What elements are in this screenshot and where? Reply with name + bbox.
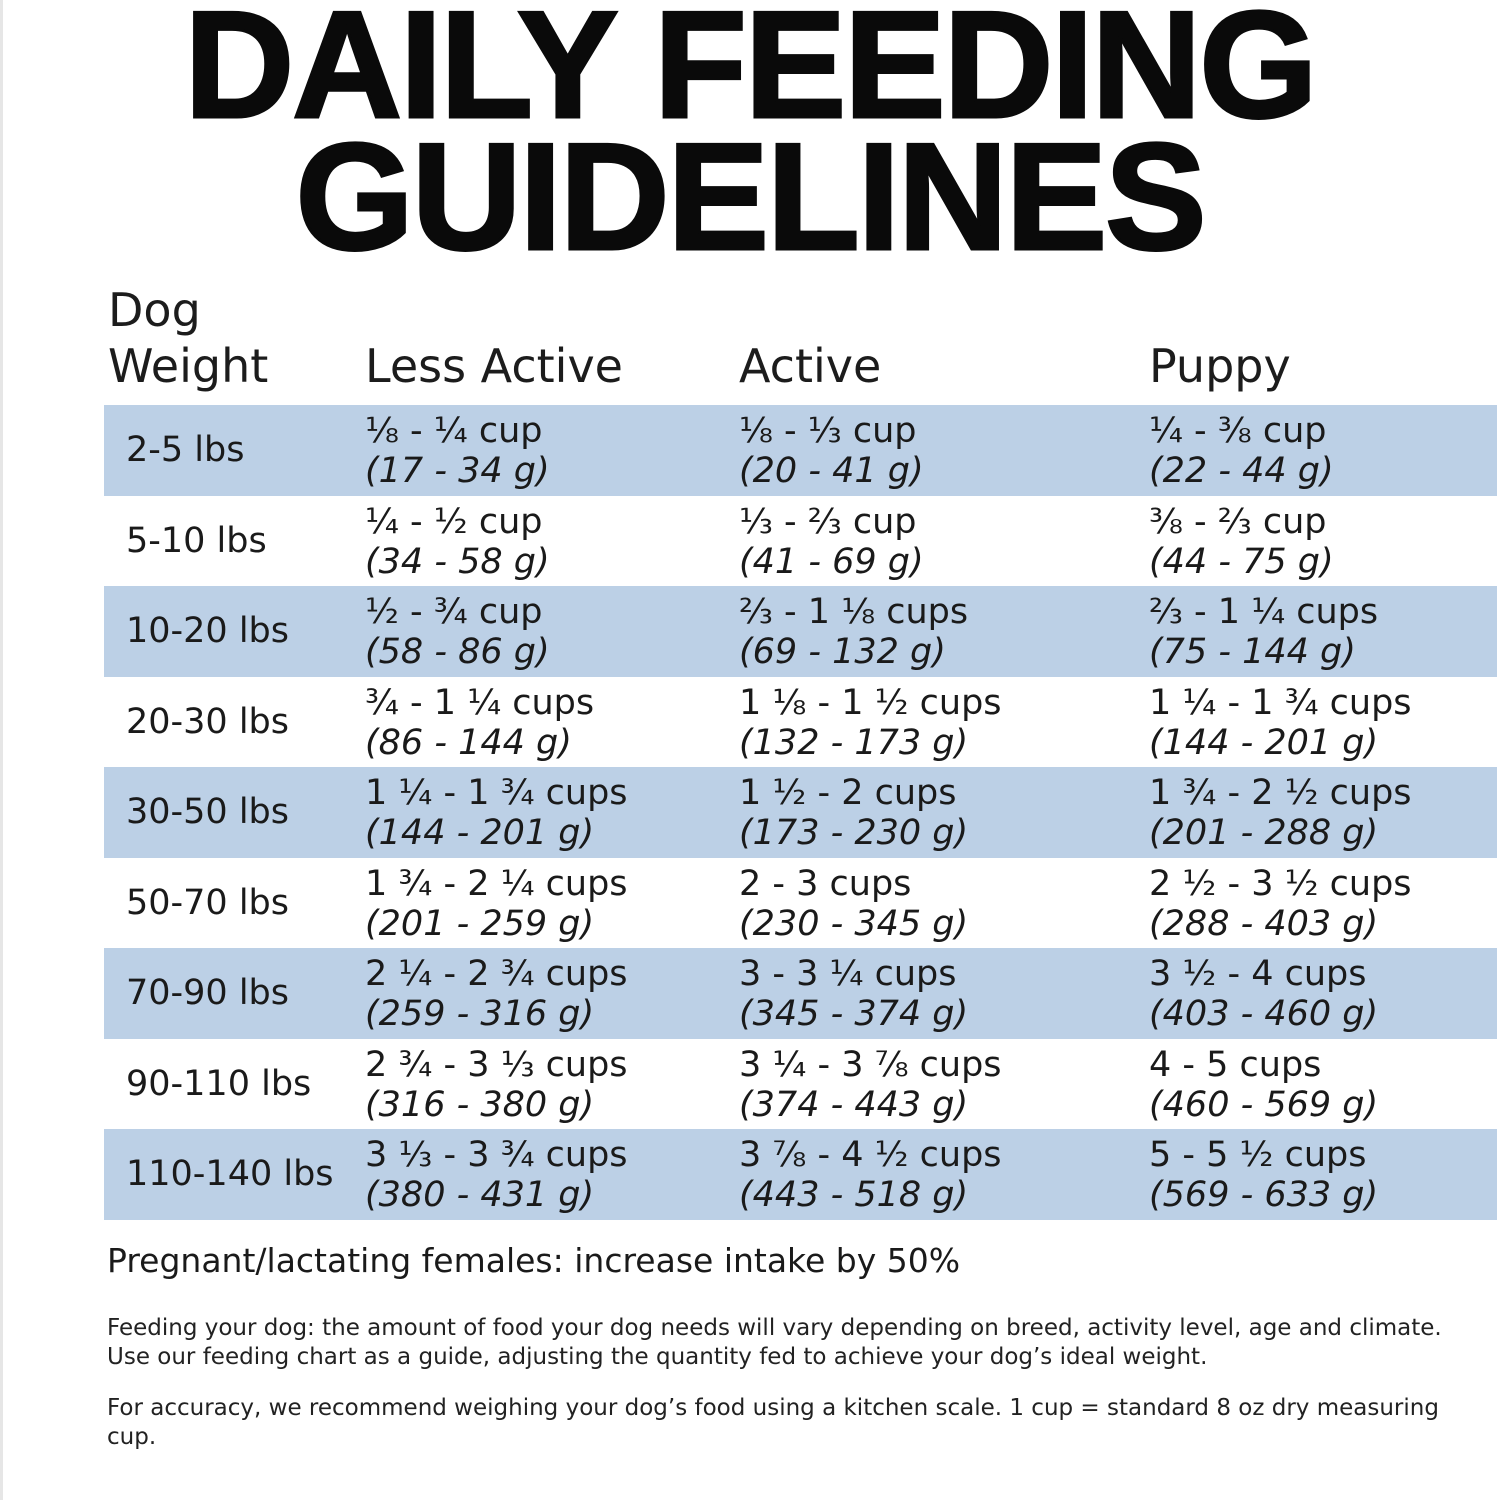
column-header-less-active: Less Active — [365, 339, 623, 393]
table-row — [104, 1129, 1497, 1220]
table-row — [104, 677, 1497, 768]
column-header-puppy: Puppy — [1149, 339, 1291, 393]
grams-amount: (20 - 41 g) — [739, 451, 924, 491]
table-row — [104, 767, 1497, 858]
cups-amount: 1 ⅛ - 1 ½ cups — [739, 682, 1002, 723]
title-line-2: GUIDELINES — [295, 112, 1205, 282]
active-cell — [739, 1045, 1002, 1125]
puppy-cell — [1149, 502, 1334, 582]
table-row — [104, 405, 1497, 496]
grams-amount: (144 - 201 g) — [1149, 722, 1379, 763]
less-active-cell — [365, 502, 550, 582]
cups-amount: ⅔ - 1 ¼ cups — [1149, 592, 1379, 632]
weight-cell: 70-90 lbs — [126, 973, 290, 1013]
puppy-cell — [1149, 864, 1412, 944]
grams-amount: (173 - 230 g) — [739, 813, 969, 853]
weight-cell: 90-110 lbs — [126, 1063, 312, 1104]
weight-cell: 20-30 lbs — [126, 701, 290, 742]
active-cell — [739, 683, 1002, 763]
cups-amount: 3 ¼ - 3 ⅞ cups — [739, 1044, 1002, 1085]
weight-cell: 110-140 lbs — [126, 1154, 334, 1194]
grams-amount: (201 - 288 g) — [1149, 813, 1379, 853]
title-line-1: DAILY FEEDING — [184, 0, 1316, 150]
grams-amount: (58 - 86 g) — [365, 632, 550, 672]
weight-cell: 50-70 lbs — [126, 882, 290, 923]
cups-amount: 3 ⅓ - 3 ¾ cups — [365, 1135, 628, 1175]
column-header-active: Active — [739, 339, 882, 393]
grams-amount: (380 - 431 g) — [365, 1175, 595, 1215]
cups-amount: ¼ - ½ cup — [365, 501, 543, 542]
puppy-cell — [1149, 411, 1334, 491]
cups-amount: 4 - 5 cups — [1149, 1044, 1322, 1085]
grams-amount: (75 - 144 g) — [1149, 632, 1356, 672]
cups-amount: ¾ - 1 ¼ cups — [365, 682, 595, 723]
grams-amount: (132 - 173 g) — [739, 722, 969, 763]
cups-amount: ½ - ¾ cup — [365, 592, 543, 632]
active-cell — [739, 1135, 1002, 1215]
grams-amount: (201 - 259 g) — [365, 903, 595, 944]
grams-amount: (44 - 75 g) — [1149, 541, 1334, 582]
puppy-cell — [1149, 592, 1378, 672]
less-active-cell — [365, 592, 550, 672]
grams-amount: (569 - 633 g) — [1149, 1175, 1379, 1215]
active-cell — [739, 411, 924, 491]
cups-amount: 1 ¾ - 2 ½ cups — [1149, 773, 1412, 813]
cups-amount: ¼ - ⅜ cup — [1149, 411, 1327, 451]
table-row — [104, 1039, 1497, 1130]
cups-amount: 2 ¼ - 2 ¾ cups — [365, 954, 628, 994]
cups-amount: 1 ¼ - 1 ¾ cups — [365, 773, 628, 813]
cups-amount: ⅓ - ⅔ cup — [739, 501, 917, 542]
cups-amount: 1 ¼ - 1 ¾ cups — [1149, 682, 1412, 723]
grams-amount: (34 - 58 g) — [365, 541, 550, 582]
active-cell — [739, 592, 968, 672]
weight-cell: 5-10 lbs — [126, 520, 267, 561]
cups-amount: ⅛ - ¼ cup — [365, 411, 543, 451]
column-header-weight: Dog Weight — [108, 283, 269, 393]
cups-amount: ⅛ - ⅓ cup — [739, 411, 917, 451]
puppy-cell — [1149, 954, 1378, 1034]
table-row — [104, 858, 1497, 949]
puppy-cell — [1149, 683, 1412, 763]
feeding-table — [104, 405, 1497, 1220]
grams-amount: (144 - 201 g) — [365, 813, 595, 853]
cups-amount: 3 ⅞ - 4 ½ cups — [739, 1135, 1002, 1175]
pregnancy-note: Pregnant/lactating females: increase intake by 50% — [107, 1241, 961, 1280]
cups-amount: 3 ½ - 4 cups — [1149, 954, 1367, 994]
cups-amount: 2 ¾ - 3 ⅓ cups — [365, 1044, 628, 1085]
grams-amount: (22 - 44 g) — [1149, 451, 1334, 491]
cups-amount: 3 - 3 ¼ cups — [739, 954, 957, 994]
grams-amount: (316 - 380 g) — [365, 1084, 595, 1125]
grams-amount: (443 - 518 g) — [739, 1175, 969, 1215]
grams-amount: (345 - 374 g) — [739, 994, 969, 1034]
table-row — [104, 586, 1497, 677]
grams-amount: (288 - 403 g) — [1149, 903, 1379, 944]
puppy-cell — [1149, 773, 1412, 853]
accuracy-paragraph: For accuracy, we recommend weighing your dog’s food using a kitchen scale. 1 cup = standard 8 oz dry measuring cup. — [107, 1395, 1439, 1450]
active-cell — [739, 954, 968, 1034]
weight-cell: 2-5 lbs — [126, 430, 245, 470]
cups-amount: ⅜ - ⅔ cup — [1149, 501, 1327, 542]
grams-amount: (403 - 460 g) — [1149, 994, 1379, 1034]
less-active-cell — [365, 1135, 628, 1215]
puppy-cell — [1149, 1045, 1378, 1125]
active-cell — [739, 502, 924, 582]
grams-amount: (86 - 144 g) — [365, 722, 572, 763]
grams-amount: (17 - 34 g) — [365, 451, 550, 491]
less-active-cell — [365, 954, 628, 1034]
cups-amount: 2 - 3 cups — [739, 863, 912, 904]
table-row — [104, 948, 1497, 1039]
less-active-cell — [365, 683, 594, 763]
grams-amount: (230 - 345 g) — [739, 903, 969, 944]
less-active-cell — [365, 411, 550, 491]
grams-amount: (374 - 443 g) — [739, 1084, 969, 1125]
less-active-cell — [365, 864, 628, 944]
active-cell — [739, 864, 968, 944]
grams-amount: (460 - 569 g) — [1149, 1084, 1379, 1125]
puppy-cell — [1149, 1135, 1378, 1215]
cups-amount: 5 - 5 ½ cups — [1149, 1135, 1367, 1175]
cups-amount: 1 ¾ - 2 ¼ cups — [365, 863, 628, 904]
weight-cell: 10-20 lbs — [126, 611, 290, 651]
table-row — [104, 496, 1497, 587]
active-cell — [739, 773, 968, 853]
cups-amount: 2 ½ - 3 ½ cups — [1149, 863, 1412, 904]
cups-amount: ⅔ - 1 ⅛ cups — [739, 592, 969, 632]
grams-amount: (259 - 316 g) — [365, 994, 595, 1034]
feeding-paragraph: Feeding your dog: the amount of food your dog needs will vary depending on breed, activity level, age and climate. Use our feeding chart as a guide, adjusting the quantity fed to achieve your dog’s ideal weight. — [107, 1315, 1442, 1370]
table-header — [0, 282, 1500, 402]
grams-amount: (41 - 69 g) — [739, 541, 924, 582]
grams-amount: (69 - 132 g) — [739, 632, 946, 672]
cups-amount: 1 ½ - 2 cups — [739, 773, 957, 813]
less-active-cell — [365, 773, 628, 853]
weight-cell: 30-50 lbs — [126, 792, 290, 832]
less-active-cell — [365, 1045, 628, 1125]
page-title — [0, 0, 1500, 282]
